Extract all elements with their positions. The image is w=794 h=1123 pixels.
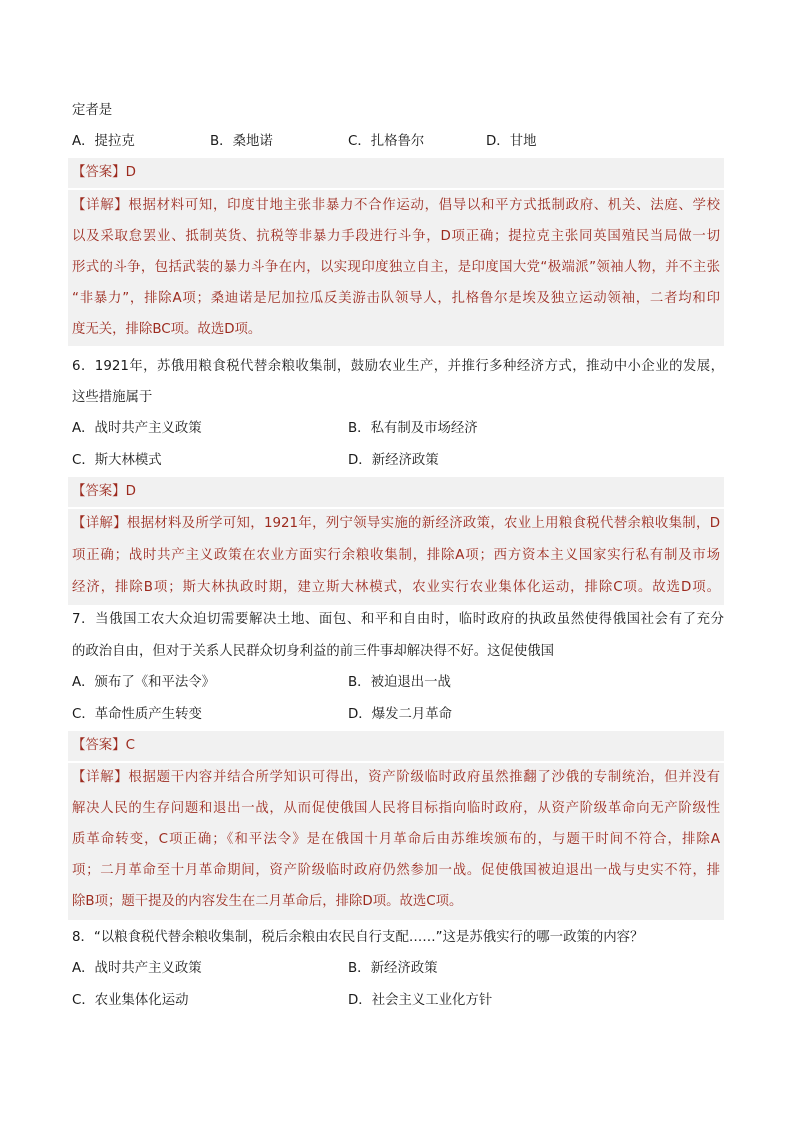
answer-value: D (125, 165, 136, 180)
q6-option-a: A．战时共产主义政策 (72, 421, 202, 436)
answer-value: D (125, 484, 136, 499)
detail-tag: 【详解】 (72, 516, 127, 531)
q5-option-b: B．桑地诺 (210, 134, 273, 149)
q7-option-b: B．被迫退出一战 (348, 675, 451, 690)
q5-detail-box (68, 190, 724, 346)
q8-stem-line-1: 8．“以粮食税代替余粮收集制，税后余粮由农民自行支配……”这是苏俄实行的哪一政策的内容？ (72, 930, 644, 945)
q6-detail-line-3: 经济，排除B项；斯大林执政时期，建立斯大林模式，农业实行农业集体化运动，排除C项。故选D项。 (72, 580, 720, 595)
q7-option-c: C．革命性质产生转变 (72, 707, 202, 722)
q6-option-b: B．私有制及市场经济 (348, 421, 478, 436)
q7-detail-line-5: 除B项；题干提及的内容发生在二月革命后，排除D项。故选C项。 (72, 894, 463, 909)
q6-detail-line-2: 项正确；战时共产主义政策在农业方面实行余粮收集制，排除A项；西方资本主义国家实行私有制及市场 (72, 548, 720, 563)
q6-option-d: D．新经济政策 (348, 453, 439, 468)
q5-option-d: D．甘地 (486, 134, 537, 149)
answer-value: C (125, 738, 135, 753)
q5-stem-tail: 定者是 (72, 103, 113, 118)
q5-answer (72, 163, 720, 183)
detail-tag: 【详解】 (72, 770, 129, 785)
q7-answer-box (68, 731, 724, 761)
detail-text: 根据题干内容并结合所学知识可得出，资产阶级临时政府虽然推翻了沙俄的专制统治，但并没有 (128, 770, 721, 785)
q8-option-a: A．战时共产主义政策 (72, 961, 202, 976)
q6-option-c: C．斯大林模式 (72, 453, 162, 468)
detail-tag: 【详解】 (72, 198, 129, 213)
q5-detail-line-1 (72, 196, 720, 216)
q8-option-b: B．新经济政策 (348, 961, 438, 976)
q7-option-a: A．颁布了《和平法令》 (72, 675, 216, 690)
q7-answer (72, 736, 720, 756)
q7-detail-line-4: 项；二月革命至十月革命期间，资产阶级临时政府仍然参加一战。促使俄国被迫退出一战与史实不符，排 (72, 863, 720, 878)
q5-detail-line-5: 度无关，排除BC项。故选D项。 (72, 322, 262, 337)
q7-detail-line-3: 质革命转变，C项正确；《和平法令》是在俄国十月革命后由苏维埃颁布的，与题干时间不符合，排除A (72, 832, 720, 847)
q5-option-c: C．扎格鲁尔 (348, 134, 425, 149)
q5-detail-line-3: 形式的斗争，包括武装的暴力斗争在内，以实现印度独立自主，是印度国大党“极端派”领袖人物，并不主张 (72, 260, 720, 275)
answer-tag: 【答案】 (72, 484, 126, 499)
q7-detail-line-1 (72, 768, 720, 788)
q7-stem-line-1: 7．当俄国工农大众迫切需要解决土地、面包、和平和自由时，临时政府的执政虽然使得俄国社会有了充分 (72, 612, 724, 627)
q5-option-a: A．提拉克 (72, 134, 135, 149)
q8-option-c: C．农业集体化运动 (72, 993, 189, 1008)
detail-text: 根据材料及所学可知，1921年，列宁领导实施的新经济政策，农业上用粮食税代替余粮收集制，D (126, 516, 721, 531)
q7-detail-line-2: 解决人民的生存问题和退出一战，从而促使俄国人民将目标指向临时政府，从资产阶级革命向无产阶级性 (72, 801, 720, 816)
q7-option-d: D．爆发二月革命 (348, 707, 453, 722)
q5-detail-line-4: “非暴力”，排除A项；桑迪诺是尼加拉瓜反美游击队领导人，扎格鲁尔是埃及独立运动领袖，二者均和印 (72, 291, 720, 306)
detail-text: 根据材料可知，印度甘地主张非暴力不合作运动，倡导以和平方式抵制政府、机关、法庭、学校 (128, 198, 721, 213)
q6-stem-line-1: 6．1921年，苏俄用粮食税代替余粮收集制，鼓励农业生产，并推行多种经济方式，推动中小企业的发展， (72, 359, 724, 374)
q6-answer (72, 482, 720, 502)
q7-stem-line-2: 的政治自由，但对于关系人民群众切身利益的前三件事却解决得不好。这促使俄国 (72, 644, 555, 659)
q8-option-d: D．社会主义工业化方针 (348, 993, 493, 1008)
q6-detail-line-1 (72, 514, 720, 534)
answer-tag: 【答案】 (72, 738, 126, 753)
q7-detail-box (68, 763, 724, 920)
answer-tag: 【答案】 (72, 165, 126, 180)
q6-detail-box (68, 509, 724, 605)
q6-stem-line-2: 这些措施属于 (72, 390, 153, 405)
q5-answer-box (68, 158, 724, 188)
q5-detail-line-2: 以及采取怠罢业、抵制英货、抗税等非暴力手段进行斗争，D项正确；提拉克主张同英国殖民当局做一切 (72, 229, 720, 244)
q6-answer-box (68, 477, 724, 507)
